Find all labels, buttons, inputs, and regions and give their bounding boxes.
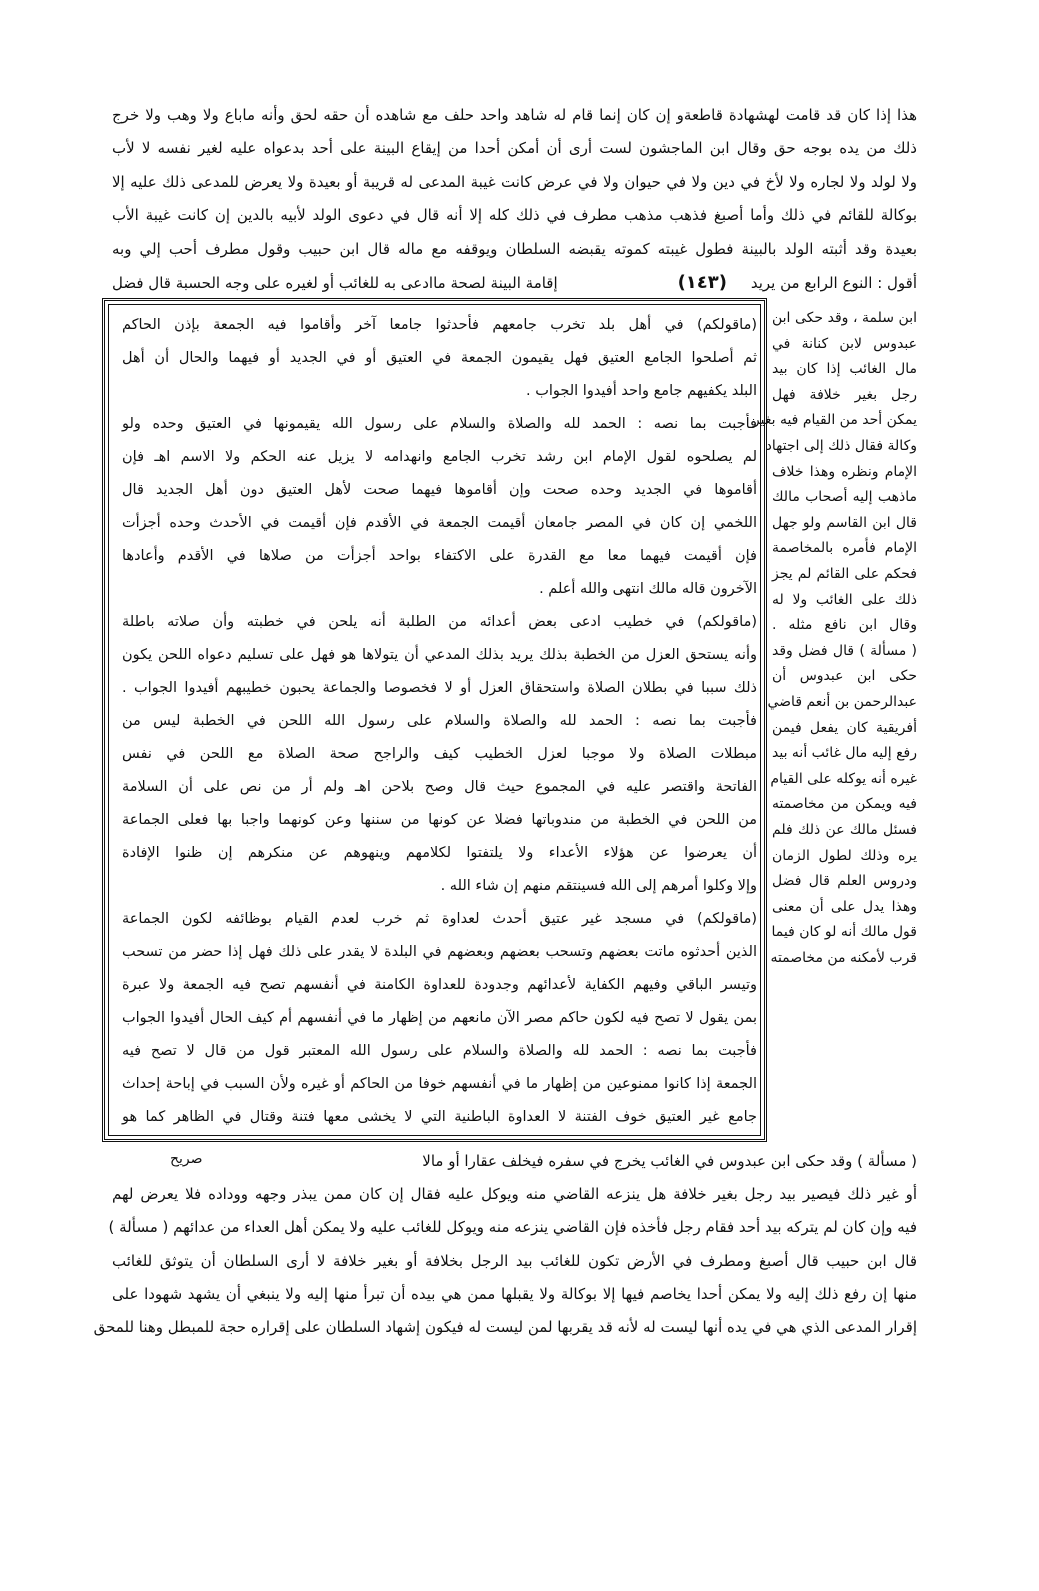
box-line: فأجبت بما نصه : الحمد لله والصلاة والسلام على رسول الله يقيمونها في العتيق وحده ولو xyxy=(122,416,757,432)
box-line: (ماقولكم) في خطيب ادعى بعض أعدائه من الطلبة أنه يلحن في خطبته وأن صلاته باطلة xyxy=(122,614,757,630)
box-line: الآخرون قاله مالك انتهى والله أعلم . xyxy=(539,581,757,597)
box-line: (ماقولكم) في مسجد غير عتيق أحدث لعداوة ثم خرب لعدم القيام بوظائفه لكون الجماعة xyxy=(122,911,757,927)
text-line: ذلك من يده بوجه حق وقال ابن الماجشون لست أرى أن أمكن أحدا من إيقاع البينة على أحد بدعواه عليه لغير نفسه لا لأب xyxy=(112,139,917,157)
box-line: فإن أقيمت فيهما معا مع القدرة على الاكتفاء بواحد أجزأت من صلاها في الأقدم وأعادها xyxy=(122,548,757,564)
box-line: الفاتحة واقتصر عليه في المجموع حيث قال وصح بلاحن اهـ ولم أر من نص على أن السلامة xyxy=(122,779,757,795)
box-line: أن يعرضوا عن هؤلاء الأعداء ولا يلتفتوا لكلامهم وينهوهم عن منكرهم إن ظنوا الإفادة xyxy=(122,845,757,861)
box-line: لم يصلحوه لقول الإمام ابن رشد تخرب الجامع وانهدامه لا يزيل عنه الحكم ولا الاسم اهـ فإن xyxy=(122,449,757,465)
box-line: اللخمي إن كان في المصر جامعان أقيمت الجمعة في الأقدم فإن أقيمت في الأحدث وحده أجزأت xyxy=(122,515,757,531)
box-line: (ماقولكم) في أهل بلد تخرب جامعهم فأحدثوا جامعا آخر وأقاموا فيه الجمعة بإذن الحاكم xyxy=(122,317,757,333)
side-line: ابن سلمة ، وقد حكى ابن xyxy=(772,310,917,326)
side-line: مال الغائب إذا كان بيد xyxy=(772,361,917,377)
text-line: ولا لولد ولا لجاره ولا لأخ في دين ولا في حيوان ولا في عرض كانت غيبة المدعى له قريبة أو بعيدة ولا يعرض للمدعى ذلك عليه إلا xyxy=(112,173,917,191)
side-line: الإمام ونظره وهذا خلاف xyxy=(772,464,917,480)
box-line: فأجبت بما نصه : الحمد لله والصلاة والسلام على رسول الله المعتبر قول من قال لا تصح فيه xyxy=(122,1043,757,1059)
side-line: فيه ويمكن من مخاصمته xyxy=(772,796,917,812)
heading-right-text: أقول : النوع الرابع من يريد xyxy=(750,274,917,292)
text-line: بوكالة للقائم في ذلك وأما أصبغ فذهب مذهب مطرف في ذلك كله إلا أنه قال في دعوى الولد لأبيه بالدين إن كانت غيبة الأب xyxy=(112,206,917,224)
text-line: بعيدة وقد أثبته الولد بالبينة فطول غيبته كموته يقبضه السلطان ويوقفه مع ماله قال ابن حبيب وقول مطرف أحب إلي وبه xyxy=(112,240,917,258)
side-line: رفع إليه مال غائب أنه بيد xyxy=(772,745,917,761)
side-line: ودروس العلم قال فضل xyxy=(772,873,917,889)
box-line: فأجبت بما نصه : الحمد لله والصلاة والسلام على رسول الله اللحن في الخطبة ليس من xyxy=(122,713,757,729)
box-line: وتيسر الباقي وفيهم الكفاية لأعدائهم وجدودة للعداوة الكامنة في أنفسهم تصح فيه الجمعة ولا عبرة xyxy=(122,977,757,993)
side-line: حكى ابن عبدوس أن xyxy=(772,668,917,684)
box-line: مبطلات الصلاة ولا موجبا لعزل الخطيب كيف والراجح صحة الصلاة مع اللحن في نفس xyxy=(122,746,757,762)
box-line: الجمعة إذا كانوا ممنوعين من إظهار ما في أنفسهم خوفا من الحاكم أو غيره ولأن السبب في إباحة إحداث xyxy=(122,1076,757,1092)
side-line: ماذهب إليه أصحاب مالك xyxy=(772,489,917,505)
side-line: أفريقية كان يفعل فيمن xyxy=(772,720,917,736)
side-line: ذلك على الغائب ولا له xyxy=(772,592,917,608)
side-line: قول مالك أنه لو كان فيما xyxy=(771,924,917,940)
side-line: قرب لأمكنه من مخاصمته xyxy=(770,950,917,966)
text-line: قال ابن حبيب قال أصبغ ومطرف في الأرض تكون للغائب بيد الرجل بخلافة أو بغير خلافة لا أرى السلطان أن يتوثق للغائب xyxy=(112,1252,917,1270)
box-line: الذين أحدثوه ماتت بعضهم وتسحب بعضهم وبعضهم في البلدة لا يقدر على ذلك فهل إذا حضر من تسحب xyxy=(122,944,757,960)
section-heading xyxy=(112,268,917,298)
side-line: فسئل مالك عن ذلك فلم xyxy=(772,822,917,838)
text-line: إقرار المدعى الذي هي في يده أنها ليست له لأنه قد يقربها لمن ليست له فيكون إشهاد السلطان على إقراره حجة للمبطل وهنا للمحق xyxy=(93,1318,917,1336)
text-line: أو غير ذلك فيصير بيد رجل بغير خلافة هل ينزعه القاضي منه ويوكل عليه فقال إن كان ممن يبذر وجهه ووداده فلا يعرض لهم xyxy=(112,1185,917,1203)
box-line: جامع غير العتيق خوف الفتنة لا العداوة الباطنية التي لا يخشى معها فتنة وقتال في الظاهر كما هو xyxy=(122,1109,757,1125)
box-line: وإلا وكلوا أمرهم إلى الله فسينتقم منهم إن شاء الله . xyxy=(440,878,757,894)
side-line: قال ابن القاسم ولو جهل xyxy=(772,515,917,531)
side-line: الإمام فأمره بالمخاصمة xyxy=(772,540,917,556)
side-line: فحكم على القائم لم يجز xyxy=(772,566,917,582)
side-line: عبدوس لابن كنانة في xyxy=(772,336,917,352)
text-line: ( مسألة ) وقد حكى ابن عبدوس في الغائب يخرج في سفره فيخلف عقارا أو مالا xyxy=(422,1152,917,1170)
page-number: (١٤٣) xyxy=(677,272,727,293)
side-line: يره وذلك لطول الزمان xyxy=(772,848,917,864)
text-line: هذا إذا كان قد قامت لهشهادة قاطعةو إن كان إنما قام له شاهد واحد حلف مع شاهده أن حقه لحق وأنه ماباع ولا وهب ولا خرج xyxy=(112,106,917,124)
side-line: وقال ابن نافع مثله . xyxy=(772,617,917,633)
heading-left-text: إقامة البينة لصحة ماادعى به للغائب أو لغيره على وجه الحسبة قال فضل xyxy=(112,274,558,292)
box-line: بمن يقول لا تصح فيه لكون حاكم مصر الآن مانعهم من إظهار ما في أنفسهم أم كيف الحال أفيدوا الجواب xyxy=(122,1010,757,1026)
box-line: ثم أصلحوا الجامع العتيق فهل يقيمون الجمعة في العتيق أو في الجديد أو فيهما والحال أن أهل xyxy=(122,350,757,366)
side-line: غيره أنه يوكله على القيام xyxy=(770,771,917,787)
side-line: ( مسألة ) قال فضل وقد xyxy=(772,643,917,659)
text-line: منها إن رفع ذلك إليه ولا يمكن أحدا يخاصم فيها إلا بوكالة ولا يقبلها ممن هي بيده أن تبرأ منها إليه ولا ينبغي أن يشهد شهودا على xyxy=(112,1285,917,1303)
box-line: من اللحن في الخطبة من مندوباتها فضلا عن كونها من سننها وعن كونهما واجبا بها فعلى الجماعة xyxy=(122,812,757,828)
side-line: عبدالرحمن بن أنعم قاضي xyxy=(767,694,917,710)
box-line: أقاموها في الجديد وحده صحت وإن أقاموها فيهما صحت لأهل العتيق دون أهل الجديد قال xyxy=(122,482,757,498)
box-line: البلد يكفيهم جامع واحد أفيدوا الجواب . xyxy=(525,383,757,399)
side-line: وهذا يدل على أن معنى xyxy=(772,899,917,915)
box-line: ذلك سببا في بطلان الصلاة واستحقاق العزل أو لا فخصوصا والجماعة يحبون خطيبهم أفيدوا الجواب . xyxy=(122,680,757,696)
side-line: يمكن أحد من القيام فيه بغير xyxy=(752,412,917,428)
catchword: صريح xyxy=(170,1151,203,1167)
text-line: فيه وإن كان لم يتركه بيد أحد فقام رجل فأخذه فإن القاضي ينزعه منه ويوكل للغائب عليه ولا يمكن أهل العداء من عدائهم ( مسألة ) xyxy=(108,1218,917,1236)
side-line: رجل بغير خلافة فهل xyxy=(772,387,917,403)
side-line: وكالة فقال ذلك إلى اجتهاد xyxy=(765,438,917,454)
box-line: وأنه يستحق العزل من الخطبة بذلك يريد بذلك المدعي أن يتولاها هو فهل على تسليم دعواه اللحن يكون xyxy=(122,647,757,663)
